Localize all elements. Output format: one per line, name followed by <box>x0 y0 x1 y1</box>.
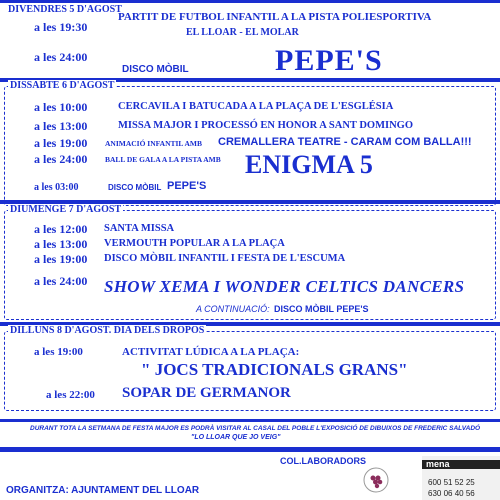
time-sat-3: a les 19:00 <box>34 136 88 150</box>
event-sat-3b: CREMALLERA TEATRE - CARAM COM BALLA!!! <box>218 136 472 148</box>
time-sun-1: a les 12:00 <box>34 222 88 236</box>
time-fri-1: a les 19:30 <box>34 20 88 34</box>
event-sat-4: BALL DE GALA A LA PISTA AMB <box>105 155 221 164</box>
mena-phone-2: 630 06 40 56 <box>428 489 475 498</box>
event-fri-2-big: PEPE'S <box>275 44 383 77</box>
time-fri-2: a les 24:00 <box>34 50 88 64</box>
sponsor-grape-logo <box>355 466 397 500</box>
organizer-label: ORGANITZA: AJUNTAMENT DEL LLOAR <box>6 485 200 496</box>
time-mon-2: a les 22:00 <box>46 389 95 401</box>
event-sun-cont: DISCO MÒBIL PEPE'S <box>274 304 369 314</box>
day-heading-monday: DILLUNS 8 D'AGOST. DIA DELS DROPOS <box>10 325 205 336</box>
collaborators-label: COL.LABORADORS <box>280 456 366 466</box>
event-sat-2: MISSA MAJOR I PROCESSÓ EN HONOR A SANT DOMINGO <box>118 120 414 131</box>
time-sun-2: a les 13:00 <box>34 237 88 251</box>
event-mon-1-big: " JOCS TRADICIONALS GRANS" <box>141 360 408 379</box>
event-sat-3a: ANIMACIÓ INFANTIL AMB <box>105 139 202 148</box>
event-sun-3: DISCO MÒBIL INFANTIL I FESTA DE L'ESCUMA <box>104 253 346 264</box>
time-sat-2: a les 13:00 <box>34 119 88 133</box>
event-mon-1: ACTIVITAT LÚDICA A LA PLAÇA: <box>122 346 300 358</box>
day-heading-saturday: DISSABTE 6 D'AGOST <box>10 80 115 91</box>
event-mon-2: SOPAR DE GERMANOR <box>122 385 291 401</box>
event-sat-4-big: ENIGMA 5 <box>245 150 373 179</box>
notice-line-2: "LO LLOAR QUE JO VEIG" <box>191 434 281 441</box>
time-sun-4: a les 24:00 <box>34 274 88 288</box>
event-fri-1: PARTIT DE FUTBOL INFANTIL A LA PISTA POLIESPORTIVA <box>118 11 432 23</box>
mena-logo-text: mena <box>426 459 450 469</box>
event-sun-2: VERMOUTH POPULAR A LA PLAÇA <box>104 238 285 249</box>
event-sun-4-big: SHOW XEMA I WONDER CELTICS DANCERS <box>104 277 465 296</box>
event-sun-cont-label: A CONTINUACIÓ: <box>196 304 270 314</box>
notice-line-1: DURANT TOTA LA SETMANA DE FESTA MAJOR ES PODRÀ VISITAR AL CASAL DEL POBLE L'EXPOSICIÓ DE DIBUIXOS DE FREDERIC SALVADÓ <box>30 425 481 432</box>
event-sun-1: SANTA MISSA <box>104 223 175 234</box>
mena-sponsor-card <box>422 456 500 500</box>
mena-phone-1: 600 51 52 25 <box>428 478 475 487</box>
event-fri-2: DISCO MÒBIL <box>122 64 189 75</box>
time-sun-3: a les 19:00 <box>34 252 88 266</box>
time-mon-1: a les 19:00 <box>34 346 83 358</box>
event-sat-5b: PEPE'S <box>167 180 207 192</box>
time-sat-1: a les 10:00 <box>34 100 88 114</box>
divider-5 <box>0 447 500 452</box>
event-fri-1-sub: EL LLOAR - EL MOLAR <box>186 27 299 38</box>
time-sat-4: a les 24:00 <box>34 152 88 166</box>
time-sat-5: a les 03:00 <box>34 182 79 193</box>
top-bar <box>0 0 500 3</box>
day-heading-friday: DIVENDRES 5 D'AGOST <box>8 4 122 15</box>
divider-4 <box>0 419 500 422</box>
event-sat-1: CERCAVILA I BATUCADA A LA PLAÇA DE L'ESGLÉSIA <box>118 101 394 112</box>
day-heading-sunday: DIUMENGE 7 D'AGOST <box>10 204 122 215</box>
event-sat-5a: DISCO MÒBIL <box>108 183 162 192</box>
